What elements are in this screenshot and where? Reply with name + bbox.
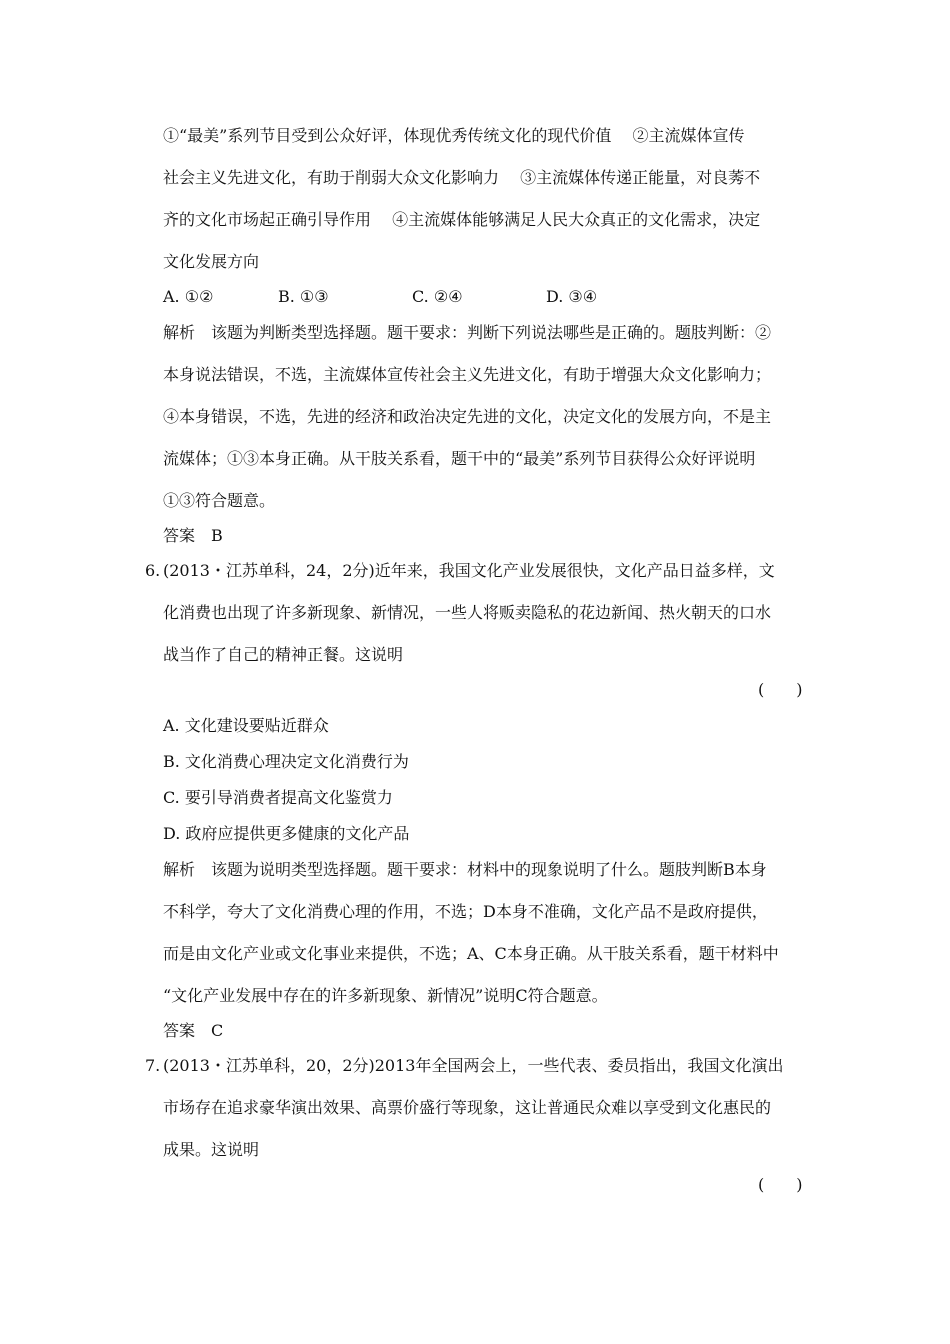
- q5-statement-line-4: 文化发展方向: [163, 252, 260, 271]
- q5-option-d: D. ③④: [546, 287, 598, 306]
- q5-statement-line-2: 社会主义先进文化，有助于削弱大众文化影响力 ③主流媒体传递正能量，对良莠不: [163, 168, 761, 187]
- q5-analysis-line-5: ①③符合题意。: [163, 491, 276, 510]
- q7-stem-line-2: 市场存在追求豪华演出效果、高票价盛行等现象，这让普通民众难以享受到文化惠民的: [163, 1098, 772, 1117]
- q6-answer-paren: ( ): [758, 680, 803, 699]
- q5-analysis-line-2: 本身说法错误，不选，主流媒体宣传社会主义先进文化，有助于增强大众文化影响力；: [163, 365, 772, 384]
- q5-answer: 答案 B: [163, 526, 223, 545]
- q7-number: 7.: [145, 1056, 161, 1075]
- q6-option-b: B. 文化消费心理决定文化消费行为: [163, 752, 409, 771]
- q5-option-a: A. ①②: [163, 287, 214, 306]
- q6-option-a: A. 文化建设要贴近群众: [163, 716, 329, 735]
- q6-analysis-line-2: 不科学，夸大了文化消费心理的作用，不选；D本身不准确，文化产品不是政府提供，: [163, 902, 768, 921]
- q6-answer: 答案 C: [163, 1021, 224, 1040]
- q5-statement-line-1: ①“最美”系列节目受到公众好评，体现优秀传统文化的现代价值 ②主流媒体宣传: [163, 126, 745, 145]
- q6-analysis-line-4: “文化产业发展中存在的许多新现象、新情况”说明C符合题意。: [163, 986, 608, 1005]
- q6-stem-line-2: 化消费也出现了许多新现象、新情况，一些人将贩卖隐私的花边新闻、热火朝天的口水: [163, 603, 772, 622]
- q7-stem-line-1: (2013・江苏单科，20，2分)2013年全国两会上，一些代表、委员指出，我国文化演出: [163, 1056, 784, 1075]
- q5-option-c: C. ②④: [412, 287, 463, 306]
- q7-answer-paren: ( ): [758, 1175, 803, 1194]
- q6-analysis-line-1: 解析 该题为说明类型选择题。题干要求：材料中的现象说明了什么。题肢判断B本身: [163, 860, 767, 879]
- q6-stem-line-3: 战当作了自己的精神正餐。这说明: [163, 645, 404, 664]
- q6-option-d: D. 政府应提供更多健康的文化产品: [163, 824, 410, 843]
- q5-option-b: B. ①③: [278, 287, 329, 306]
- q6-stem-line-1: (2013・江苏单科，24，2分)近年来，我国文化产业发展很快，文化产品日益多样，文: [163, 561, 775, 580]
- q5-analysis-line-1: 解析 该题为判断类型选择题。题干要求：判断下列说法哪些是正确的。题肢判断：②: [163, 323, 772, 342]
- q5-statement-line-3: 齐的文化市场起正确引导作用 ④主流媒体能够满足人民大众真正的文化需求，决定: [163, 210, 761, 229]
- q5-analysis-line-3: ④本身错误，不选，先进的经济和政治决定先进的文化，决定文化的发展方向，不是主: [163, 407, 772, 426]
- q6-analysis-line-3: 而是由文化产业或文化事业来提供，不选；A、C本身正确。从干肢关系看，题干材料中: [163, 944, 779, 963]
- q5-analysis-line-4: 流媒体；①③本身正确。从干肢关系看，题干中的“最美”系列节目获得公众好评说明: [163, 449, 756, 468]
- q6-option-c: C. 要引导消费者提高文化鉴赏力: [163, 788, 393, 807]
- q7-stem-line-3: 成果。这说明: [163, 1140, 260, 1159]
- q6-number: 6.: [145, 561, 161, 580]
